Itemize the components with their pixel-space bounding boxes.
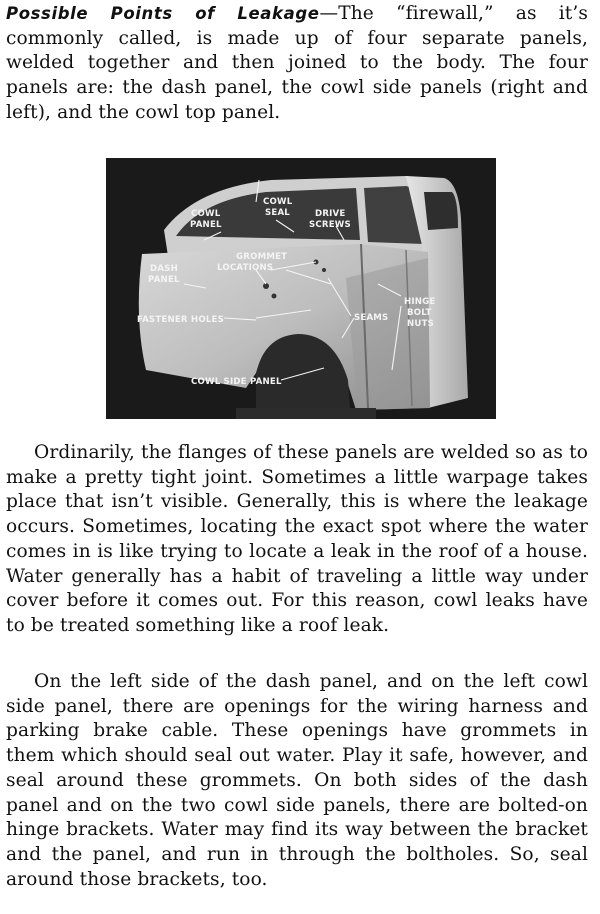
label-cowl-seal-2: SEAL <box>265 208 290 218</box>
label-grommet: GROMMET <box>236 252 288 262</box>
label-hinge-3: NUTS <box>407 319 435 329</box>
label-cowl-seal: COWL <box>263 197 293 207</box>
intro-text: The “firewall,” as it’s commonly called, is made up of four separate panels, welded together and then joined to the body. The four panels are: the dash panel, the cowl side panels (right and left), and the cowl top panel. <box>6 3 588 123</box>
label-grommet-2: LOCATIONS <box>217 263 274 273</box>
label-drive-screws: DRIVE <box>315 209 346 219</box>
label-hinge-2: BOLT <box>407 308 432 318</box>
label-cowl-side-panel: COWL SIDE PANEL <box>191 377 282 387</box>
grommet-hole <box>272 294 277 299</box>
intro-paragraph <box>6 2 588 126</box>
door-window <box>424 192 458 230</box>
body-paragraph: Ordinarily, the flanges of these panels are welded so as to make a pretty tight joint. Sometimes a little warpage takes place that isn’t visible. Generally, this is where the leakage occurs. Sometimes, locating the exact spot where the water comes in is like trying to locate a leak in the roof of a house. Water generally has a habit of traveling a little way under cover before it comes out. For this reason, cowl leaks have to be treated something like a roof leak. <box>6 442 588 636</box>
body-paragraph: On the left side of the dash panel, and on the left cowl side panel, there are openings for the wiring harness and parking brake cable. These openings have grommets in them which should seal out water. Play it safe, however, and seal around these grommets. On both sides of the dash panel and on the two cowl side panels, there are bolted-on hinge brackets. Water may find its way between the bracket and the panel, and run in through the boltholes. So, seal around those brackets, too. <box>6 671 588 890</box>
label-cowl-panel: COWL <box>191 209 221 219</box>
label-drive-screws-2: SCREWS <box>309 220 351 230</box>
label-hinge: HINGE <box>404 297 436 307</box>
heading-dash: — <box>319 3 339 24</box>
stand <box>236 408 376 419</box>
label-seams: SEAMS <box>354 313 389 323</box>
section-heading: Possible Points of Leakage <box>6 4 320 23</box>
cowl-side-shade <box>346 258 430 410</box>
label-cowl-panel-2: PANEL <box>190 220 222 230</box>
label-fastener-holes: FASTENER HOLES <box>137 315 224 325</box>
firewall-illustration <box>106 158 496 419</box>
label-dash-panel: DASH <box>150 264 178 274</box>
grommet-hole <box>322 268 326 272</box>
firewall-photo <box>106 158 496 419</box>
label-dash-panel-2: PANEL <box>148 275 180 285</box>
